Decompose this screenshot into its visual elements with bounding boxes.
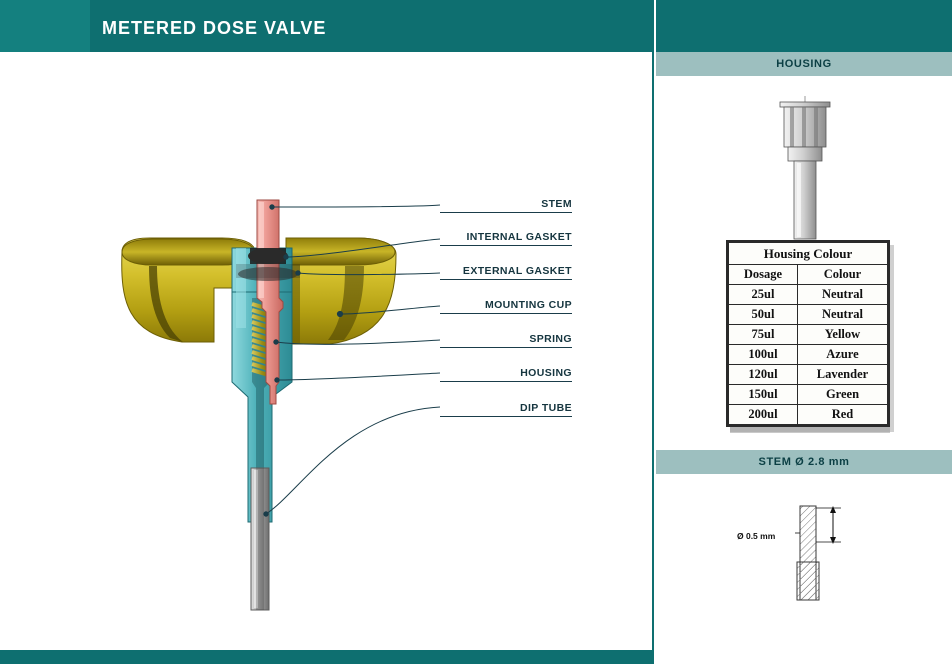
cell-colour: Yellow xyxy=(797,325,887,345)
table-header-row xyxy=(729,265,888,285)
stem-diameter-dimension-label: Ø 0.5 mm xyxy=(737,531,776,541)
callout-label-internal-gasket: INTERNAL GASKET xyxy=(466,231,572,243)
callout-label-external-gasket: EXTERNAL GASKET xyxy=(462,265,572,277)
callout-rule-spring xyxy=(440,347,572,348)
callout-label-housing: HOUSING xyxy=(520,367,572,379)
header-accent-block xyxy=(0,0,90,52)
cell-dosage: 150ul xyxy=(729,385,798,405)
callout-label-spring: SPRING xyxy=(529,333,572,345)
table-col-colour: Colour xyxy=(797,265,887,285)
callout-label-dip-tube: DIP TUBE xyxy=(519,402,572,414)
valve-cutaway-drawing xyxy=(0,52,652,652)
cell-dosage: 100ul xyxy=(729,345,798,365)
cell-dosage: 75ul xyxy=(729,325,798,345)
table-col-dosage: Dosage xyxy=(729,265,798,285)
right-header-band xyxy=(656,0,952,52)
cell-colour: Azure xyxy=(797,345,887,365)
callout-rule-stem xyxy=(440,212,572,213)
table-row xyxy=(729,305,888,325)
bottom-divider xyxy=(0,650,652,664)
callout-rule-external-gasket xyxy=(440,279,572,280)
cell-colour: Neutral xyxy=(797,305,887,325)
table-row xyxy=(729,385,888,405)
cell-dosage: 120ul xyxy=(729,365,798,385)
page-title: METERED DOSE VALVE xyxy=(102,18,327,38)
callout-rule-dip-tube xyxy=(440,416,572,417)
section-header-stem-label: STEM Ø 2.8 mm xyxy=(758,456,850,468)
section-header-stem xyxy=(656,450,952,474)
cell-colour: Red xyxy=(797,405,887,425)
housing-part-drawing xyxy=(750,96,860,256)
table-row xyxy=(729,285,888,305)
cell-dosage: 200ul xyxy=(729,405,798,425)
callout-rule-mounting-cup xyxy=(440,313,572,314)
section-header-housing-label: HOUSING xyxy=(776,58,832,70)
vertical-divider xyxy=(652,0,654,664)
stem-detail-drawing xyxy=(745,500,865,620)
table-row xyxy=(729,365,888,385)
section-header-housing xyxy=(656,52,952,76)
cell-colour: Green xyxy=(797,385,887,405)
callout-rule-housing xyxy=(440,381,572,382)
callout-label-stem: STEM xyxy=(541,198,572,210)
cell-colour: Lavender xyxy=(797,365,887,385)
housing-colour-table xyxy=(726,240,890,427)
table-row xyxy=(729,325,888,345)
table-row xyxy=(729,345,888,365)
cell-colour: Neutral xyxy=(797,285,887,305)
cell-dosage: 25ul xyxy=(729,285,798,305)
callout-label-mounting-cup: MOUNTING CUP xyxy=(484,299,572,311)
dip-tube-shape xyxy=(251,468,269,610)
table-title: Housing Colour xyxy=(729,243,888,265)
table-row xyxy=(729,405,888,425)
callout-rule-internal-gasket xyxy=(440,245,572,246)
cell-dosage: 50ul xyxy=(729,305,798,325)
